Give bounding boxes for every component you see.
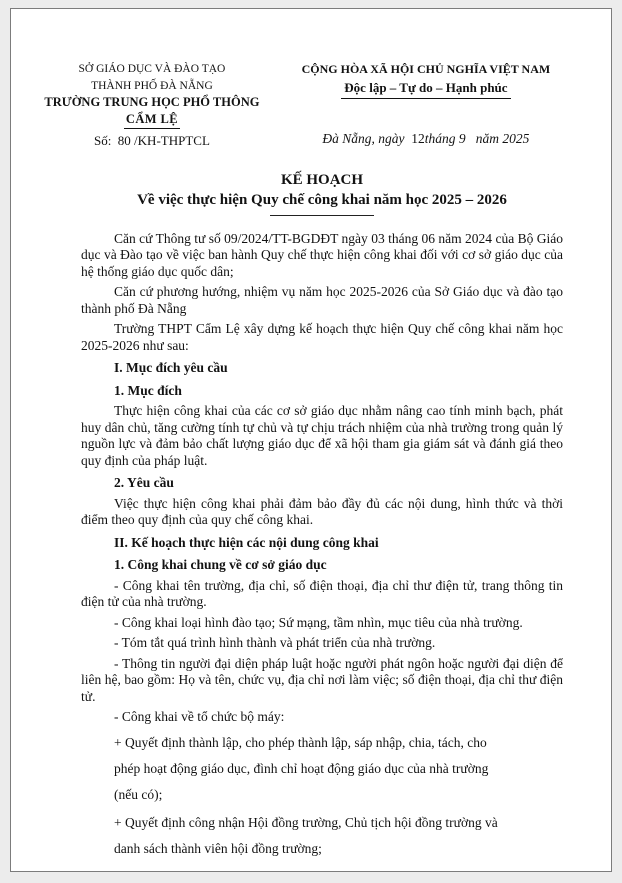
national-motto xyxy=(283,79,569,99)
date-prefix: Đà Nẵng, ngày xyxy=(322,131,412,146)
document-title: KẾ HOẠCH xyxy=(280,171,364,188)
date-day: 12 xyxy=(411,131,425,146)
document-subtitle: Về việc thực hiện Quy chế công khai năm học 2025 – 2026 xyxy=(137,191,507,208)
issuing-agency-block xyxy=(21,61,283,150)
paragraph: - Thông tin người đại diện pháp luật hoặc người phát ngôn hoặc người đại diện để liên hệ, bao gồm: Họ và tên, chức vụ, địa chỉ nơi làm việc; số điện thoại, địa chỉ thư điện tử. xyxy=(81,655,563,704)
paragraph: Việc thực hiện công khai phải đảm bảo đầy đủ các nội dung, hình thức và thời điểm theo quy định của quy chế công khai. xyxy=(81,495,563,527)
paragraph: Căn cứ Thông tư số 09/2024/TT-BGDĐT ngày 03 tháng 06 năm 2024 của Bộ Giáo dục và Đào tạo về việc ban hành Quy chế thực hiện công khai đối với cơ sở giáo dục của hệ thống giáo dục quốc dân; xyxy=(81,230,563,279)
paragraph: Căn cứ phương hướng, nhiệm vụ năm học 2025-2026 của Sở Giáo dục và đào tạo thành phố Đà Nẵng xyxy=(81,284,563,316)
school-name-line2 xyxy=(21,111,283,130)
paragraph: - Tóm tắt quá trình hình thành và phát triển của nhà trường. xyxy=(114,635,436,650)
title-divider xyxy=(270,215,374,216)
paragraph: - Công khai về tổ chức bộ máy: xyxy=(114,709,285,724)
paragraph: + Quyết định thành lập, cho phép thành lập, sáp nhập, chia, tách, cho phép hoạt động giáo dục, đình chỉ hoạt động giáo dục của nhà trường (nếu có); xyxy=(114,734,489,802)
school-name-line1: TRƯỜNG TRUNG HỌC PHỔ THÔNG xyxy=(44,95,260,109)
department-name-line1: SỞ GIÁO DỤC VÀ ĐÀO TẠO xyxy=(78,63,226,75)
paragraph: - Công khai loại hình đào tạo; Sứ mạng, tầm nhìn, mục tiêu của nhà trường. xyxy=(114,614,523,630)
paragraph: + Quyết định công nhận Hội đồng trường, Chủ tịch hội đồng trường và danh sách thành viên hội đồng trường; xyxy=(114,814,498,856)
document-number: Số: 80 /KH-THPTCL xyxy=(93,133,210,148)
section-heading: II. Kế hoạch thực hiện các nội dung công khai xyxy=(114,534,379,550)
section-heading: 2. Yêu cầu xyxy=(114,475,174,490)
document-header xyxy=(11,9,611,150)
national-title: CỘNG HÒA XÃ HỘI CHỦ NGHĨA VIỆT NAM xyxy=(301,62,551,76)
date-suffix: tháng 9 năm 2025 xyxy=(424,131,530,146)
national-header-block xyxy=(283,61,569,150)
paragraph: Thực hiện công khai của các cơ sở giáo dục nhằm nâng cao tính minh bạch, phát huy dân chủ, tăng cường tính tự chủ và tự chịu trách nhiệm của nhà trường trong quản lý nguồn lực và đảm bảo chất lượng giáo dục để xã hội tham gia giám sát và đánh giá theo quy định của pháp luật. xyxy=(81,403,563,468)
document-body xyxy=(81,231,563,862)
paragraph: - Công khai tên trường, địa chỉ, số điện thoại, địa chỉ thư điện tử, trang thông tin điện tử của nhà trường. xyxy=(81,577,563,609)
document-page xyxy=(10,8,612,872)
section-heading: 1. Công khai chung về cơ sở giáo dục xyxy=(114,557,327,572)
section-heading: 1. Mục đích xyxy=(114,382,182,398)
paragraph: Trường THPT Cẩm Lệ xây dựng kế hoạch thực hiện Quy chế công khai năm học 2025-2026 như sau: xyxy=(81,321,563,353)
national-motto-underlined: Độc lập – Tự do – Hạnh phúc xyxy=(341,79,510,99)
section-heading: I. Mục đích yêu cầu xyxy=(114,360,228,375)
department-name-line2: THÀNH PHỐ ĐÀ NẴNG xyxy=(91,79,213,92)
document-title-block xyxy=(81,171,563,216)
place-date-line xyxy=(283,130,569,147)
school-name-underlined: CẨM LỆ xyxy=(124,111,180,130)
